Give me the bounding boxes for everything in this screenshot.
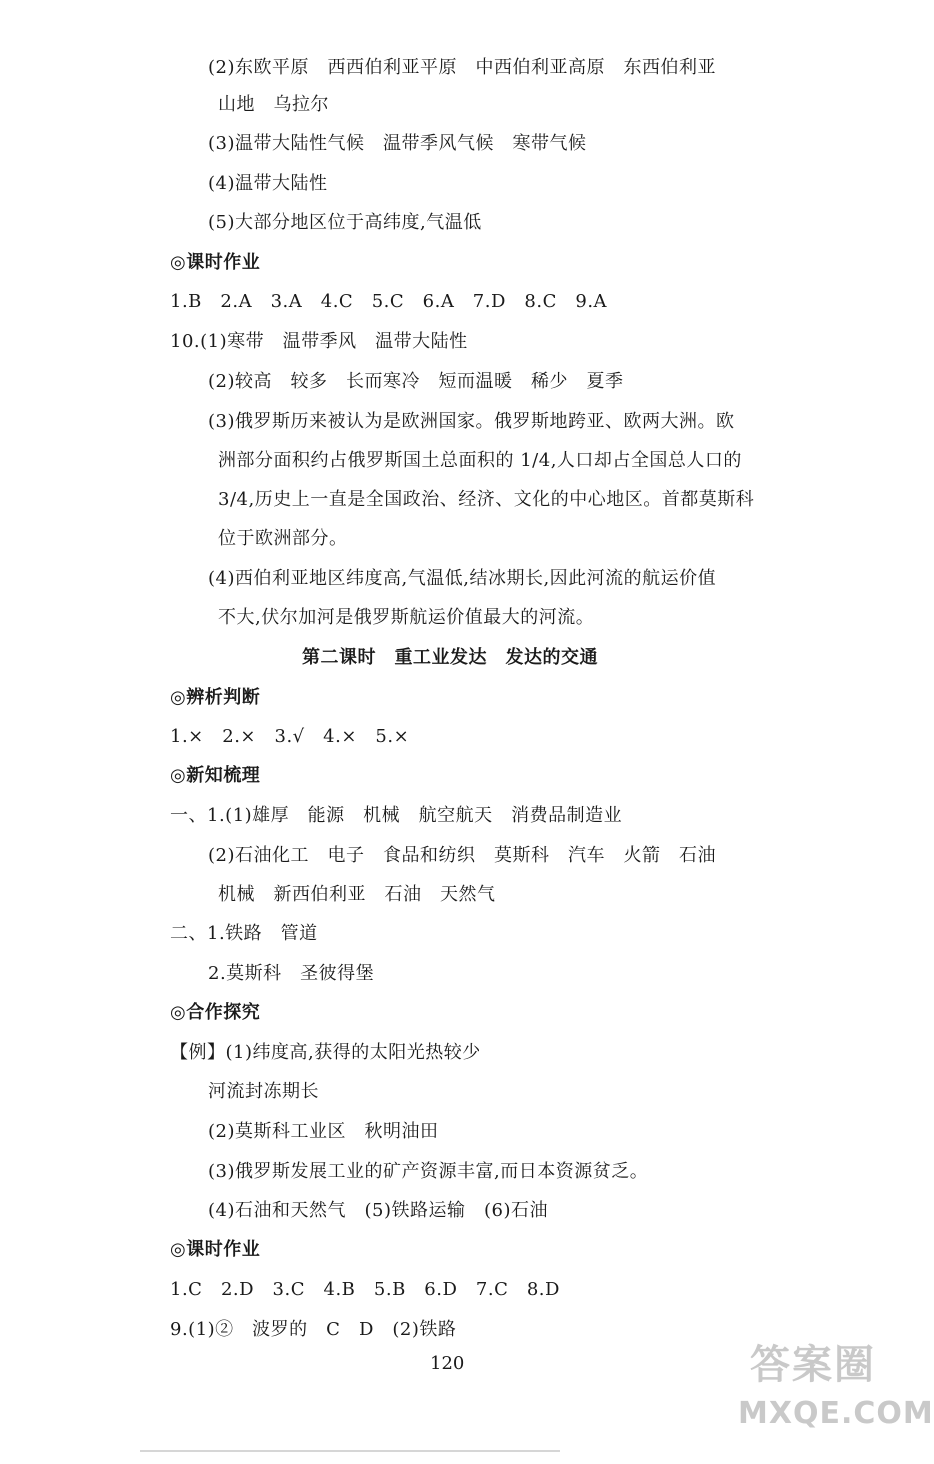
text-line: (3)俄罗斯发展工业的矿产资源丰富,而日本资源贫乏。 bbox=[208, 1161, 649, 1182]
text-line: 2.莫斯科 圣彼得堡 bbox=[208, 963, 375, 984]
text-line: (4)石油和天然气 (5)铁路运输 (6)石油 bbox=[208, 1200, 548, 1221]
text-line: 机械 新西伯利亚 石油 天然气 bbox=[218, 884, 496, 905]
watermark bbox=[738, 1336, 934, 1456]
answer-line: 一、1.(1)雄厚 能源 机械 航空航天 消费品制造业 bbox=[170, 805, 623, 826]
text-line: 河流封冻期长 bbox=[208, 1081, 319, 1102]
section-heading: ◎课时作业 bbox=[170, 252, 261, 273]
text-line: (2)东欧平原 西西伯利亚平原 中西伯利亚高原 东西伯利亚 bbox=[208, 57, 716, 78]
section-heading: ◎课时作业 bbox=[170, 1239, 261, 1260]
answer-line: 1.C 2.D 3.C 4.B 5.B 6.D 7.C 8.D bbox=[170, 1279, 560, 1300]
section-heading: ◎辨析判断 bbox=[170, 687, 261, 708]
text-line: (4)温带大陆性 bbox=[208, 173, 328, 194]
answer-line: 1.B 2.A 3.A 4.C 5.C 6.A 7.D 8.C 9.A bbox=[170, 291, 608, 312]
text-line: (4)西伯利亚地区纬度高,气温低,结冰期长,因此河流的航运价值 bbox=[208, 568, 717, 589]
scan-edge-line bbox=[140, 1450, 560, 1452]
answer-line: 1.× 2.× 3.√ 4.× 5.× bbox=[170, 726, 410, 747]
text-line: (3)俄罗斯历来被认为是欧洲国家。俄罗斯地跨亚、欧两大洲。欧 bbox=[208, 411, 735, 432]
section-heading: ◎新知梳理 bbox=[170, 765, 261, 786]
answer-line: 二、1.铁路 管道 bbox=[170, 923, 318, 944]
text-line: 位于欧洲部分。 bbox=[218, 528, 348, 549]
watermark-logo: 答案圈 bbox=[750, 1342, 876, 1388]
lesson-title: 第二课时 重工业发达 发达的交通 bbox=[302, 647, 598, 668]
section-heading: ◎合作探究 bbox=[170, 1002, 261, 1023]
watermark-site: MXQE.COM bbox=[738, 1396, 934, 1431]
answer-line: 【例】(1)纬度高,获得的太阳光热较少 bbox=[170, 1042, 481, 1063]
text-line: 不大,伏尔加河是俄罗斯航运价值最大的河流。 bbox=[218, 607, 595, 628]
text-line: (3)温带大陆性气候 温带季风气候 寒带气候 bbox=[208, 133, 587, 154]
text-line: 山地 乌拉尔 bbox=[218, 94, 329, 115]
page-number: 120 bbox=[430, 1353, 465, 1374]
answer-line: 10.(1)寒带 温带季风 温带大陆性 bbox=[170, 331, 468, 352]
text-line: (2)石油化工 电子 食品和纺织 莫斯科 汽车 火箭 石油 bbox=[208, 845, 716, 866]
answer-line: 9.(1)② 波罗的 C D (2)铁路 bbox=[170, 1319, 457, 1340]
text-line: (5)大部分地区位于高纬度,气温低 bbox=[208, 212, 482, 233]
text-line: 3/4,历史上一直是全国政治、经济、文化的中心地区。首都莫斯科 bbox=[218, 489, 755, 510]
text-line: (2)较高 较多 长而寒冷 短而温暖 稀少 夏季 bbox=[208, 371, 624, 392]
text-line: (2)莫斯科工业区 秋明油田 bbox=[208, 1121, 439, 1142]
text-line: 洲部分面积约占俄罗斯国土总面积的 1/4,人口却占全国总人口的 bbox=[218, 450, 742, 471]
